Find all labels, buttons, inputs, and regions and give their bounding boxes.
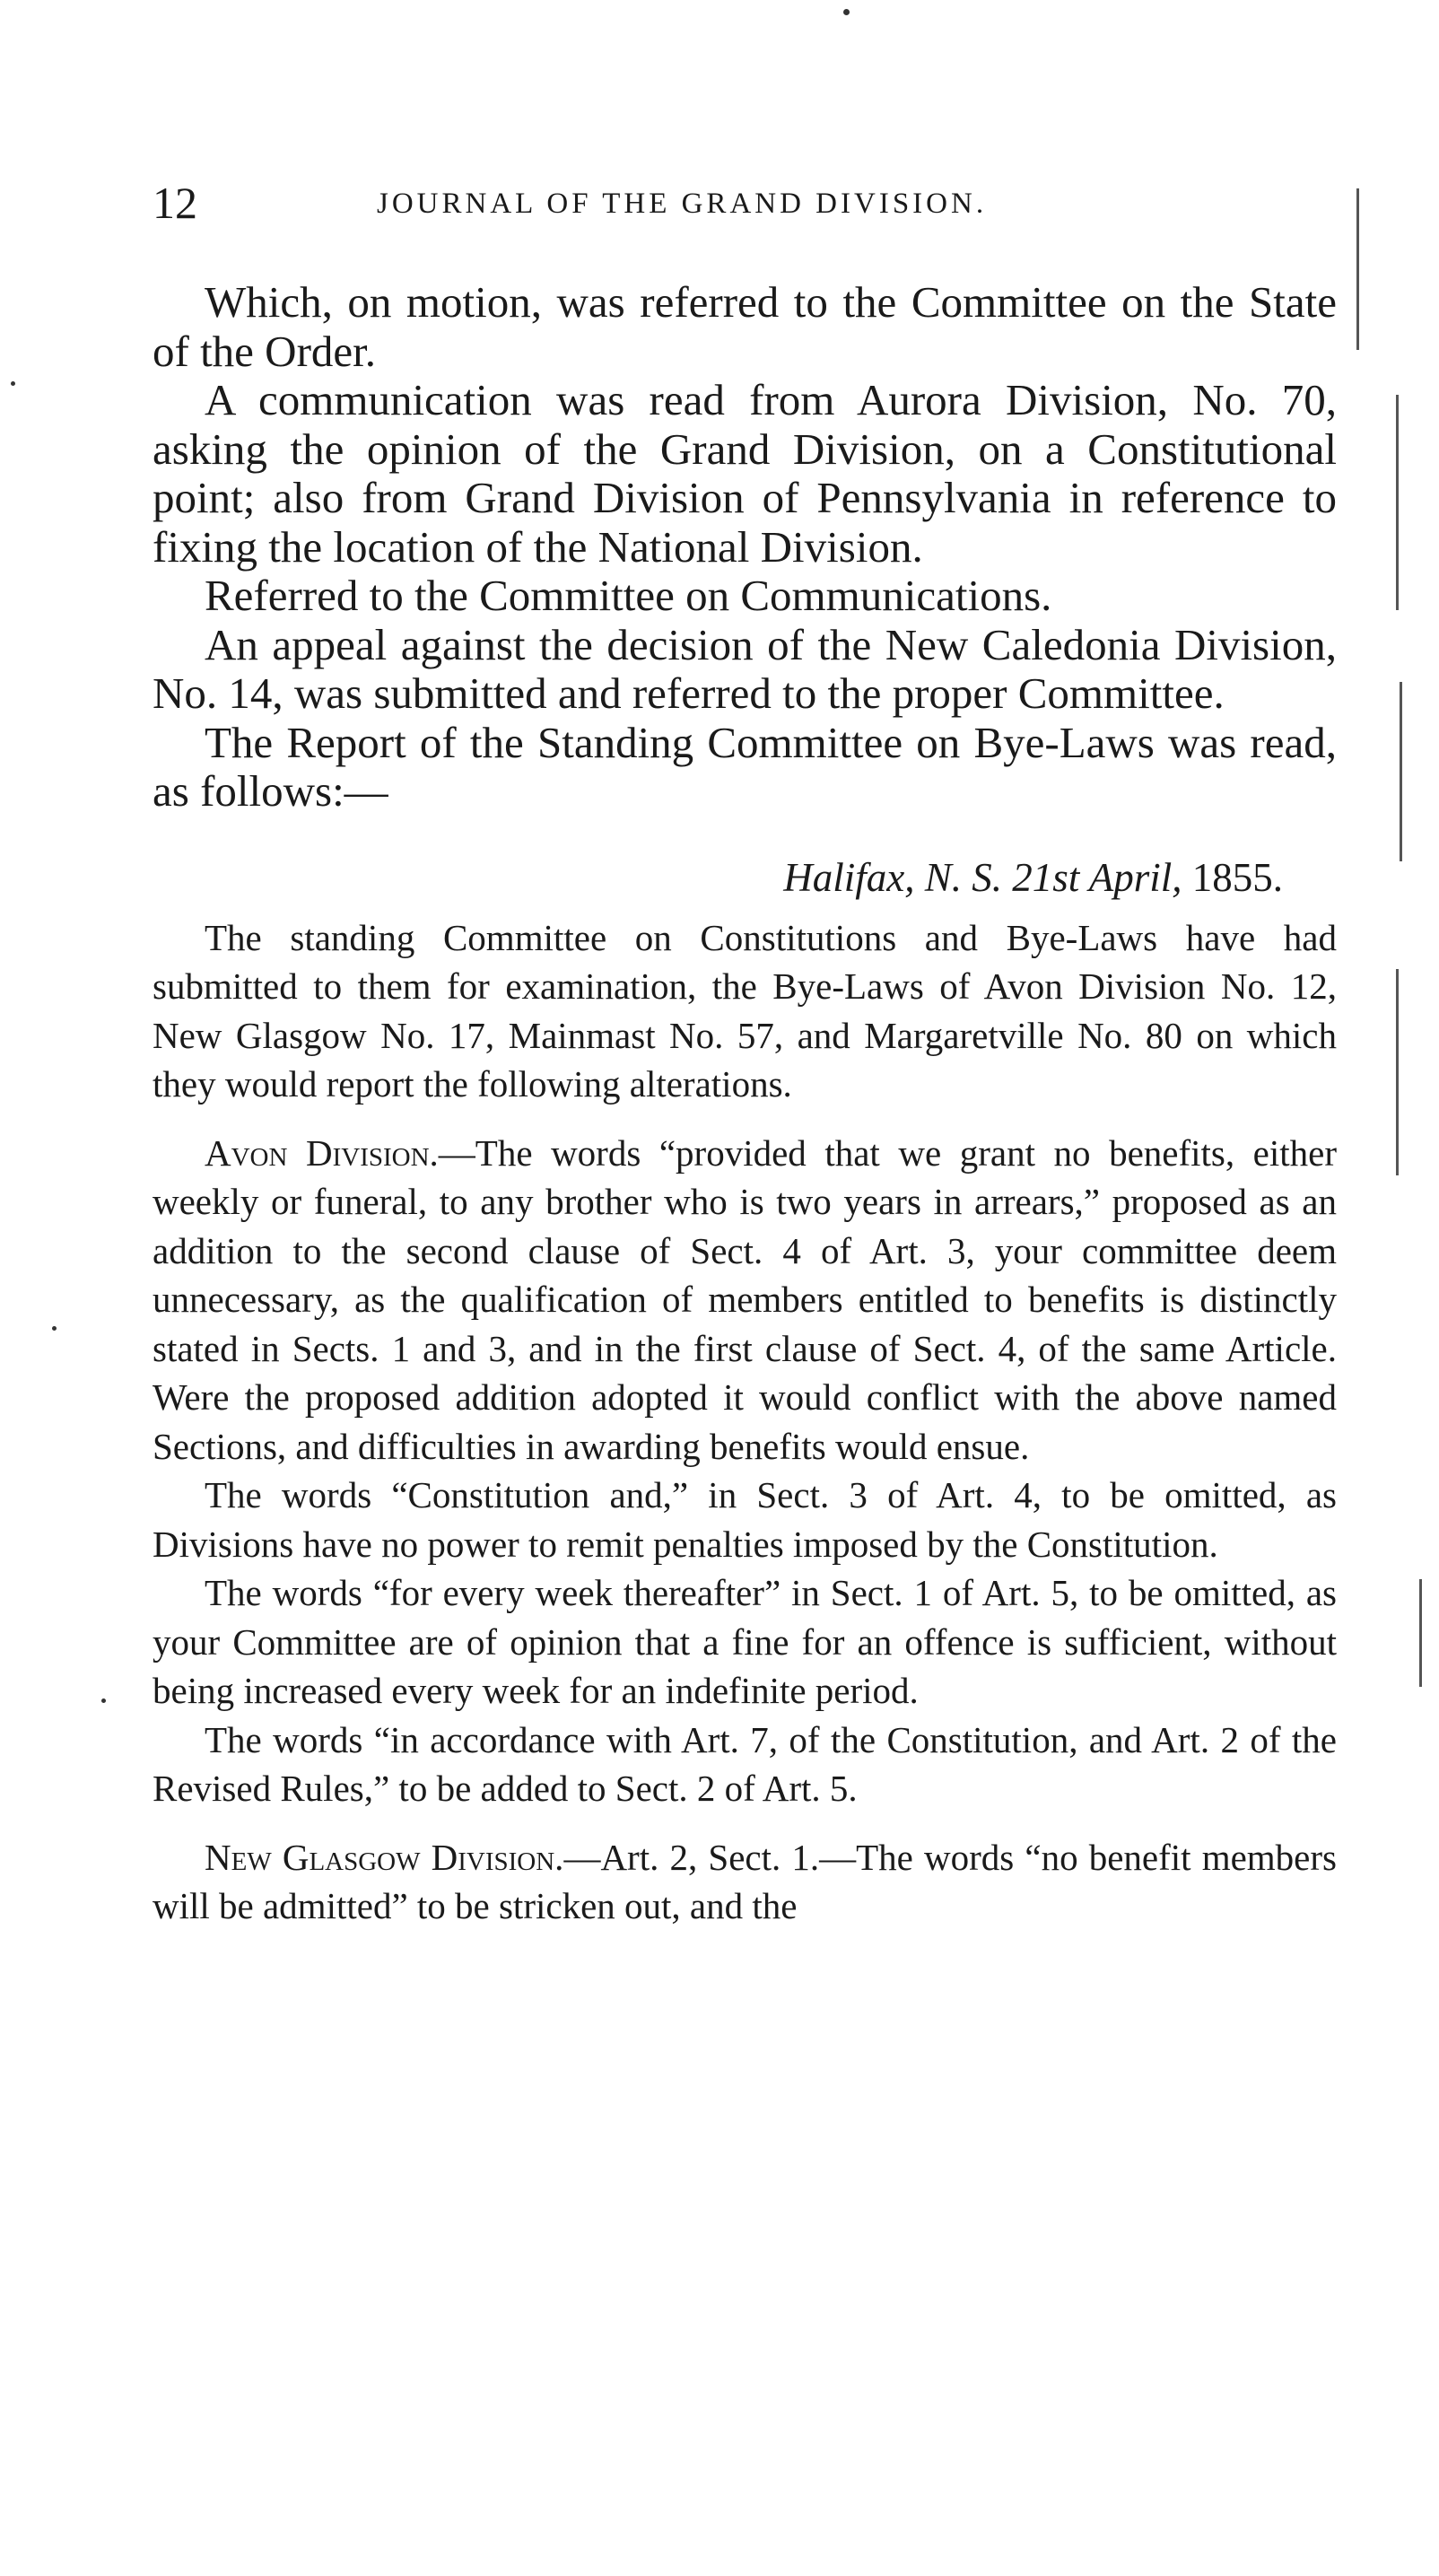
section-text: —Art. 2, Sect. 1.—The words “no benefit members will be admitted” to be stricken out, and the: [153, 1836, 1337, 1926]
report-paragraph: [153, 1833, 1337, 1931]
binding-edge-mark: [1419, 1579, 1422, 1687]
body-text: [153, 278, 1337, 1931]
report-paragraph: [153, 1129, 1337, 1471]
binding-edge-mark: [1396, 969, 1399, 1175]
running-title: JOURNAL OF THE GRAND DIVISION.: [377, 188, 988, 220]
paragraph: An appeal against the decision of the New Caledonia Division, No. 14, was submitted and referred to the proper Committee.: [153, 619, 1337, 718]
report-intro: The standing Committee on Constitutions and Bye-Laws have had submitted to them for examination, the Bye-Laws of Avon Division No. 12, New Glasgow No. 17, Mainmast No. 57, and Margaretville No. 80 on which they would report the following alterations.: [153, 916, 1337, 1105]
section-heading: New Glasgow Division.: [205, 1836, 564, 1878]
page-header: [153, 176, 1337, 230]
paragraph: Referred to the Committee on Communications.: [205, 571, 1052, 620]
section-heading: Avon Division.: [205, 1131, 439, 1174]
ink-speck: [101, 1698, 106, 1703]
report-paragraph: The words “in accordance with Art. 7, of the Constitution, and Art. 2 of the Revised Rules,” to be added to Sect. 2 of Art. 5.: [153, 1718, 1337, 1809]
ink-speck: [11, 381, 15, 386]
binding-edge-mark: [1356, 188, 1359, 350]
paragraph: Which, on motion, was referred to the Committee on the State of the Order.: [153, 277, 1337, 376]
ink-speck: [52, 1326, 57, 1331]
ink-speck: [843, 9, 850, 15]
report-paragraph: The words “for every week thereafter” in Sect. 1 of Art. 5, to be omitted, as your Committee are of opinion that a fine for an offence is sufficient, without being increased every week for an indefinite period.: [153, 1572, 1337, 1711]
page-number: 12: [153, 178, 197, 228]
paragraph: A communication was read from Aurora Division, No. 70, asking the opinion of the Grand Division, on a Constitutional point; also from Grand Division of Pennsylvania in reference to fixing the location of the National Division.: [153, 375, 1337, 572]
section-text: —The words “provided that we grant no benefits, either weekly or funeral, to any brother who is two years in arrears,” proposed as an addition to the second clause of Sect. 4 of Art. 3, your committee deem unnecessary, as the qualification of members entitled to benefits is distinctly stated in Sects. 1 and 3, and in the first clause of Sect. 4, of the same Article. Were the proposed addition adopted it would conflict with the above named Sections, and difficulties in awarding benefits would ensue.: [153, 1131, 1337, 1467]
binding-edge-mark: [1400, 682, 1402, 861]
report-paragraph: The words “Constitution and,” in Sect. 3 of Art. 4, to be omitted, as Divisions have no power to remit penalties imposed by the Constitution.: [153, 1474, 1337, 1565]
report-dateline: [153, 851, 1337, 904]
paragraph: The Report of the Standing Committee on Bye-Laws was read, as follows:—: [153, 717, 1337, 816]
dateline-place: Halifax, N. S. 21st April,: [783, 854, 1182, 900]
dateline-year: 1855.: [1191, 854, 1283, 900]
binding-edge-mark: [1396, 395, 1399, 610]
